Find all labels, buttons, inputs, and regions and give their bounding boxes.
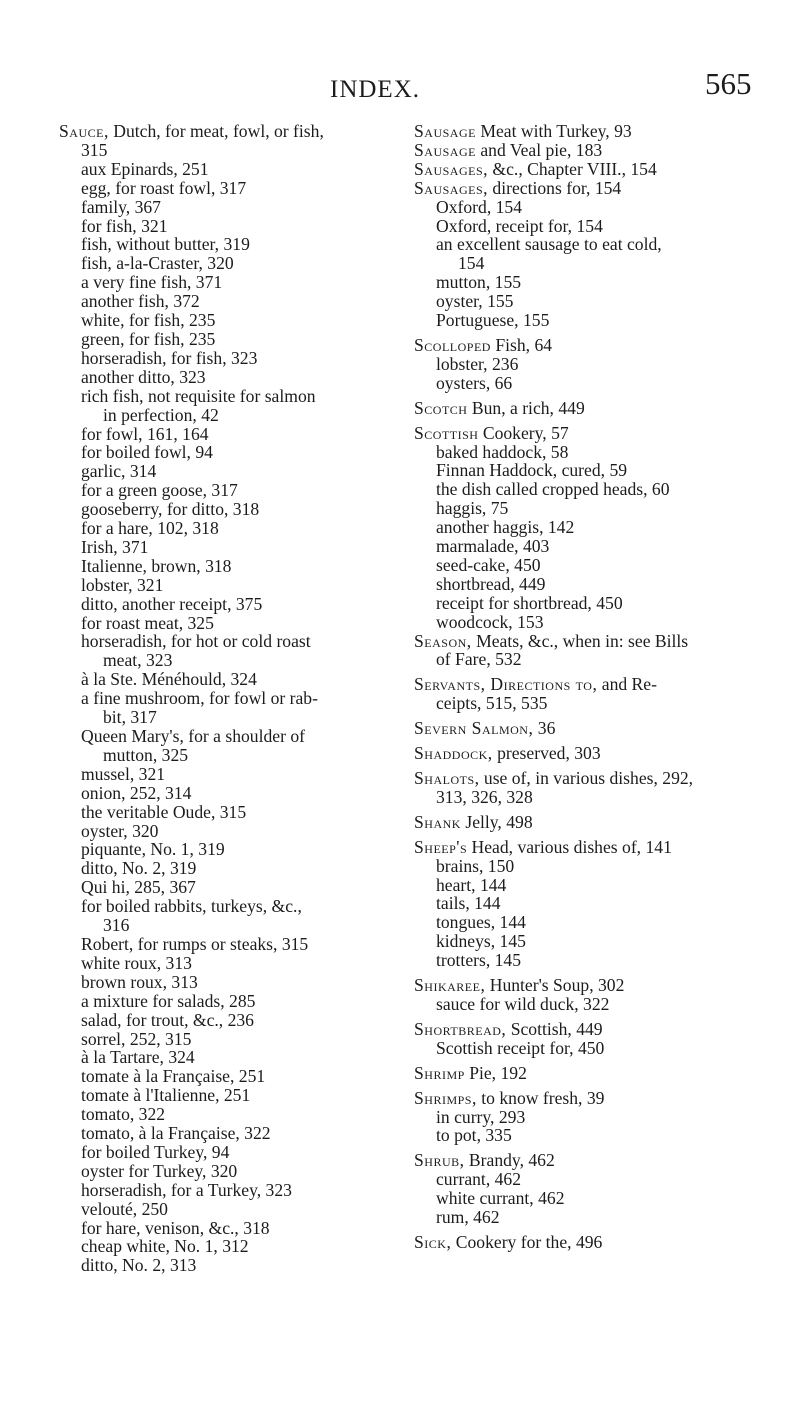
entry-line: [414, 813, 764, 832]
entry-headword: Servants, Directions to,: [414, 674, 598, 695]
index-subentry: [59, 1200, 404, 1219]
entry-text: Scottish, 449: [506, 1018, 603, 1039]
entry-headword: Shalots,: [414, 768, 480, 788]
entry-text: Brandy, 462: [464, 1150, 555, 1171]
index-subentry: [59, 765, 404, 784]
entry-line: à la Tartare, 324: [81, 1047, 195, 1068]
entry-headword: Sausage: [414, 139, 476, 160]
entry-line: horseradish, for hot or cold roast: [81, 631, 311, 652]
index-subentry: [414, 876, 764, 895]
entry-text: to know fresh, 39: [476, 1087, 605, 1108]
running-head: [0, 66, 800, 106]
entry-headword: Shortbread,: [414, 1018, 507, 1039]
entry-line: white, for fish, 235: [81, 310, 216, 331]
index-subentry: [414, 461, 764, 480]
index-subentry: [414, 217, 764, 236]
index-subentry: [414, 235, 764, 273]
index-subentry: [59, 614, 404, 633]
entry-line: Queen Mary's, for a shoulder of: [81, 726, 306, 746]
index-column-left: [59, 122, 404, 1275]
index-heading-entry: [414, 141, 764, 160]
entry-line: fish, without butter, 319: [81, 234, 250, 255]
index-heading-entry: [414, 675, 764, 713]
entry-line: horseradish, for fish, 323: [81, 347, 258, 368]
entry-text: &c., Chapter VIII., 154: [488, 158, 657, 179]
entry-line: [414, 1151, 764, 1170]
index-heading-entry: [59, 122, 404, 160]
entry-line: woodcock, 153: [436, 611, 544, 632]
index-heading-entry: [414, 1064, 764, 1083]
entry-line: haggis, 75: [436, 498, 509, 519]
entry-line: 316: [103, 915, 130, 936]
entry-line: aux Epinards, 251: [81, 158, 209, 179]
entry-line: [414, 1064, 764, 1083]
index-subentry: [59, 1011, 404, 1030]
entry-line: cheap white, No. 1, 312: [81, 1236, 249, 1257]
entry-headword: Shaddock,: [414, 743, 493, 764]
index-subentry: [59, 538, 404, 557]
entry-line: for boiled Turkey, 94: [81, 1141, 230, 1162]
entry-text: Dutch, for meat, fowl, or fish,: [108, 121, 324, 141]
index-subentry: [414, 1108, 764, 1127]
index-heading-entry: [414, 813, 764, 832]
index-subentry: [59, 443, 404, 462]
index-subentry: [59, 1219, 404, 1238]
entry-line: [414, 769, 764, 788]
index-subentry: [59, 179, 404, 198]
index-subentry: [59, 973, 404, 992]
entry-line: Italienne, brown, 318: [81, 555, 232, 576]
entry-line: another haggis, 142: [436, 517, 575, 538]
index-subentry: [59, 803, 404, 822]
entry-line: for boiled fowl, 94: [81, 442, 213, 463]
entry-headword: Sausages,: [414, 158, 489, 179]
index-subentry: [414, 932, 764, 951]
index-heading-entry: [414, 1020, 764, 1039]
page-number: 565: [705, 66, 752, 101]
entry-line: [414, 719, 764, 738]
entry-headword: Sheep's: [414, 836, 468, 857]
entry-line: white currant, 462: [436, 1188, 565, 1209]
entry-line: seed-cake, 450: [436, 554, 541, 575]
index-column-right: [414, 122, 764, 1252]
index-subentry: [59, 576, 404, 595]
index-subentry: [414, 374, 764, 393]
entry-line: receipt for shortbread, 450: [436, 592, 623, 613]
index-heading-entry: [414, 336, 764, 355]
entry-line: currant, 462: [436, 1169, 522, 1190]
entry-line: garlic, 314: [81, 461, 157, 482]
index-subentry: [414, 857, 764, 876]
entry-line: white roux, 313: [81, 952, 192, 973]
index-subentry: [59, 859, 404, 878]
entry-line: trotters, 145: [436, 950, 522, 971]
index-subentry: [414, 499, 764, 518]
index-subentry: [59, 217, 404, 236]
index-subentry: [59, 1237, 404, 1256]
entry-line: [414, 179, 764, 198]
entry-line: mussel, 321: [81, 763, 166, 784]
entry-text: 36: [533, 718, 556, 739]
entry-headword: Sausage: [414, 121, 476, 141]
index-subentry: [59, 784, 404, 803]
entry-line: [414, 141, 764, 160]
entry-line: the veritable Oude, 315: [81, 801, 247, 822]
index-subentry: [59, 160, 404, 179]
entry-line: [414, 675, 764, 694]
index-subentry: [59, 500, 404, 519]
entry-line: Irish, 371: [81, 536, 149, 557]
entry-line: bit, 317: [103, 707, 157, 728]
entry-line: for a hare, 102, 318: [81, 518, 219, 539]
entry-line: gooseberry, for ditto, 318: [81, 499, 260, 520]
entry-line: [414, 1089, 764, 1108]
index-subentry: [59, 1105, 404, 1124]
entry-text: Cookery for the, 496: [451, 1231, 603, 1252]
entry-line: tomate à l'Italienne, 251: [81, 1085, 251, 1106]
entry-line: [414, 744, 764, 763]
entry-line: oyster, 320: [81, 820, 159, 841]
index-subentry: [414, 1189, 764, 1208]
entry-line: family, 367: [81, 196, 161, 217]
entry-headword: Sick,: [414, 1231, 452, 1252]
index-subentry: [59, 1030, 404, 1049]
entry-headword: Shrimp: [414, 1062, 465, 1083]
index-subentry: [59, 1162, 404, 1181]
index-subentry: [414, 198, 764, 217]
entry-line: oyster for Turkey, 320: [81, 1160, 238, 1181]
entry-line: piquante, No. 1, 319: [81, 839, 225, 860]
index-subentry: [414, 594, 764, 613]
index-subentry: [414, 894, 764, 913]
entry-text: Bun, a rich, 449: [467, 397, 585, 418]
entry-line: marmalade, 403: [436, 536, 550, 557]
index-subentry: [59, 273, 404, 292]
entry-text: and Veal pie, 183: [475, 139, 603, 160]
entry-line: tails, 144: [436, 893, 501, 914]
index-subentry: [59, 557, 404, 576]
entry-line: a fine mushroom, for fowl or rab-: [81, 688, 318, 709]
entry-line: Portuguese, 155: [436, 310, 550, 331]
entry-text: Hunter's Soup, 302: [485, 975, 625, 996]
entry-line: to pot, 335: [436, 1125, 512, 1146]
index-subentry: [414, 1039, 764, 1058]
entry-headword: Shikaree,: [414, 975, 486, 996]
entry-line: [414, 122, 764, 141]
index-subentry: [59, 1048, 404, 1067]
entry-line: of Fare, 532: [436, 649, 522, 670]
entry-headword: Sauce,: [59, 121, 109, 141]
entry-line: Qui hi, 285, 367: [81, 877, 196, 898]
entry-line: 154: [458, 253, 485, 274]
index-heading-entry: [414, 179, 764, 198]
index-subentry: [59, 1143, 404, 1162]
index-subentry: [414, 273, 764, 292]
index-subentry: [59, 992, 404, 1011]
index-subentry: [414, 443, 764, 462]
index-subentry: [414, 518, 764, 537]
index-heading-entry: [414, 719, 764, 738]
index-subentry: [414, 556, 764, 575]
index-subentry: [414, 951, 764, 970]
entry-line: for roast meat, 325: [81, 612, 214, 633]
index-subentry: [59, 954, 404, 973]
entry-headword: Shrimps,: [414, 1087, 477, 1108]
entry-headword: Sausages,: [414, 177, 489, 198]
index-heading-entry: [414, 122, 764, 141]
index-subentry: [59, 1181, 404, 1200]
entry-line: à la Ste. Ménéhould, 324: [81, 669, 257, 690]
entry-line: in perfection, 42: [103, 404, 219, 425]
entry-line: ceipts, 515, 535: [436, 693, 548, 714]
entry-text: Cookery, 57: [478, 422, 569, 443]
entry-line: fish, a-la-Craster, 320: [81, 253, 234, 274]
index-subentry: [414, 292, 764, 311]
entry-line: in curry, 293: [436, 1106, 526, 1127]
index-subentry: [414, 575, 764, 594]
index-heading-entry: [414, 632, 764, 670]
entry-line: meat, 323: [103, 650, 173, 671]
index-subentry: [59, 689, 404, 727]
index-subentry: [414, 995, 764, 1014]
entry-line: Oxford, receipt for, 154: [436, 215, 603, 236]
entry-line: for fish, 321: [81, 215, 168, 236]
entry-headword: Severn Salmon,: [414, 718, 534, 739]
entry-line: rum, 462: [436, 1207, 500, 1228]
index-subentry: [59, 897, 404, 935]
entry-line: another ditto, 323: [81, 366, 206, 387]
index-subentry: [59, 1086, 404, 1105]
page-title: INDEX.: [330, 76, 421, 103]
index-subentry: [414, 913, 764, 932]
index-subentry: [59, 822, 404, 841]
entry-text: preserved, 303: [492, 743, 601, 764]
entry-line: shortbread, 449: [436, 573, 546, 594]
index-subentry: [59, 1067, 404, 1086]
entry-line: [414, 336, 764, 355]
index-subentry: [59, 330, 404, 349]
entry-headword: Scolloped: [414, 334, 491, 355]
entry-line: sorrel, 252, 315: [81, 1028, 192, 1049]
index-subentry: [414, 1170, 764, 1189]
index-subentry: [59, 292, 404, 311]
entry-line: ditto, another receipt, 375: [81, 593, 263, 614]
entry-line: egg, for roast fowl, 317: [81, 177, 247, 198]
entry-text: Jelly, 498: [460, 811, 533, 832]
index-subentry: [414, 355, 764, 374]
entry-line: tomato, 322: [81, 1104, 166, 1125]
entry-line: green, for fish, 235: [81, 328, 216, 349]
entry-line: a mixture for salads, 285: [81, 990, 256, 1011]
entry-line: [414, 632, 764, 651]
entry-line: the dish called cropped heads, 60: [436, 479, 670, 500]
entry-text: directions for, 154: [488, 177, 622, 198]
entry-line: tomate à la Française, 251: [81, 1066, 266, 1087]
index-subentry: [59, 1256, 404, 1275]
entry-line: [414, 160, 764, 179]
entry-line: 315: [81, 139, 108, 160]
entry-headword: Season,: [414, 630, 472, 651]
index-subentry: [59, 198, 404, 217]
index-subentry: [414, 537, 764, 556]
entry-line: 313, 326, 328: [436, 786, 533, 807]
index-subentry: [59, 632, 404, 670]
index-subentry: [59, 519, 404, 538]
index-subentry: [414, 480, 764, 499]
index-subentry: [414, 311, 764, 330]
index-subentry: [59, 670, 404, 689]
entry-headword: Scotch: [414, 397, 468, 418]
entry-line: for hare, venison, &c., 318: [81, 1217, 270, 1238]
entry-line: Robert, for rumps or steaks, 315: [81, 933, 309, 954]
index-subentry: [59, 1124, 404, 1143]
entry-line: salad, for trout, &c., 236: [81, 1009, 254, 1030]
index-subentry: [59, 481, 404, 500]
index-heading-entry: [414, 1089, 764, 1108]
index-subentry: [59, 935, 404, 954]
entry-text: Pie, 192: [464, 1062, 527, 1083]
index-heading-entry: [414, 769, 764, 807]
entry-line: baked haddock, 58: [436, 441, 569, 462]
entry-text: use of, in various dishes, 292,: [479, 768, 694, 788]
entry-line: horseradish, for a Turkey, 323: [81, 1179, 292, 1200]
index-heading-entry: [414, 744, 764, 763]
entry-line: tongues, 144: [436, 912, 526, 933]
entry-line: [414, 838, 764, 857]
entry-line: rich fish, not requisite for salmon: [81, 385, 316, 406]
index-subentry: [59, 595, 404, 614]
entry-line: an excellent sausage to eat cold,: [436, 234, 662, 255]
entry-line: mutton, 325: [103, 744, 189, 765]
entry-headword: Shrub,: [414, 1150, 465, 1171]
index-subentry: [414, 1126, 764, 1145]
entry-line: sauce for wild duck, 322: [436, 993, 610, 1014]
entry-text: and Re-: [597, 674, 657, 695]
entry-line: Oxford, 154: [436, 196, 523, 217]
entry-line: another fish, 372: [81, 291, 200, 312]
entry-line: [414, 1233, 764, 1252]
entry-line: for boiled rabbits, turkeys, &c.,: [81, 896, 302, 917]
entry-text: Head, various dishes of, 141: [467, 836, 672, 857]
entry-line: for a green goose, 317: [81, 480, 238, 501]
entry-headword: Scottish: [414, 422, 479, 443]
index-subentry: [59, 878, 404, 897]
index-heading-entry: [414, 160, 764, 179]
index-subentry: [59, 254, 404, 273]
entry-line: heart, 144: [436, 874, 507, 895]
entry-line: [414, 1020, 764, 1039]
entry-line: for fowl, 161, 164: [81, 423, 209, 444]
entry-line: oyster, 155: [436, 291, 514, 312]
index-heading-entry: [414, 399, 764, 418]
entry-line: [59, 122, 404, 141]
entry-line: velouté, 250: [81, 1198, 168, 1219]
entry-line: brains, 150: [436, 855, 515, 876]
entry-line: a very fine fish, 371: [81, 272, 223, 293]
index-heading-entry: [414, 1233, 764, 1252]
index-heading-entry: [414, 1151, 764, 1170]
entry-line: [414, 976, 764, 995]
index-heading-entry: [414, 424, 764, 443]
index-subentry: [59, 425, 404, 444]
entry-line: lobster, 321: [81, 574, 164, 595]
entry-text: Fish, 64: [490, 334, 553, 355]
index-subentry: [59, 349, 404, 368]
entry-line: Scottish receipt for, 450: [436, 1037, 605, 1058]
entry-line: tomato, à la Française, 322: [81, 1123, 271, 1144]
entry-line: lobster, 236: [436, 353, 519, 374]
entry-line: [414, 399, 764, 418]
index-subentry: [414, 613, 764, 632]
index-subentry: [59, 368, 404, 387]
entry-headword: Shank: [414, 811, 461, 832]
entry-text: Meats, &c., when in: see Bills: [471, 630, 689, 651]
entry-line: onion, 252, 314: [81, 782, 192, 803]
index-subentry: [414, 1208, 764, 1227]
entry-line: [414, 424, 764, 443]
entry-line: ditto, No. 2, 319: [81, 858, 197, 879]
entry-line: ditto, No. 2, 313: [81, 1255, 197, 1276]
entry-text: Meat with Turkey, 93: [475, 121, 632, 141]
entry-line: Finnan Haddock, cured, 59: [436, 460, 628, 481]
index-subentry: [59, 727, 404, 765]
index-heading-entry: [414, 976, 764, 995]
index-heading-entry: [414, 838, 764, 857]
index-subentry: [59, 387, 404, 425]
index-subentry: [59, 840, 404, 859]
index-subentry: [59, 235, 404, 254]
index-subentry: [59, 311, 404, 330]
entry-line: mutton, 155: [436, 272, 522, 293]
entry-line: oysters, 66: [436, 372, 513, 393]
entry-line: kidneys, 145: [436, 931, 526, 952]
entry-line: brown roux, 313: [81, 971, 198, 992]
index-subentry: [59, 462, 404, 481]
